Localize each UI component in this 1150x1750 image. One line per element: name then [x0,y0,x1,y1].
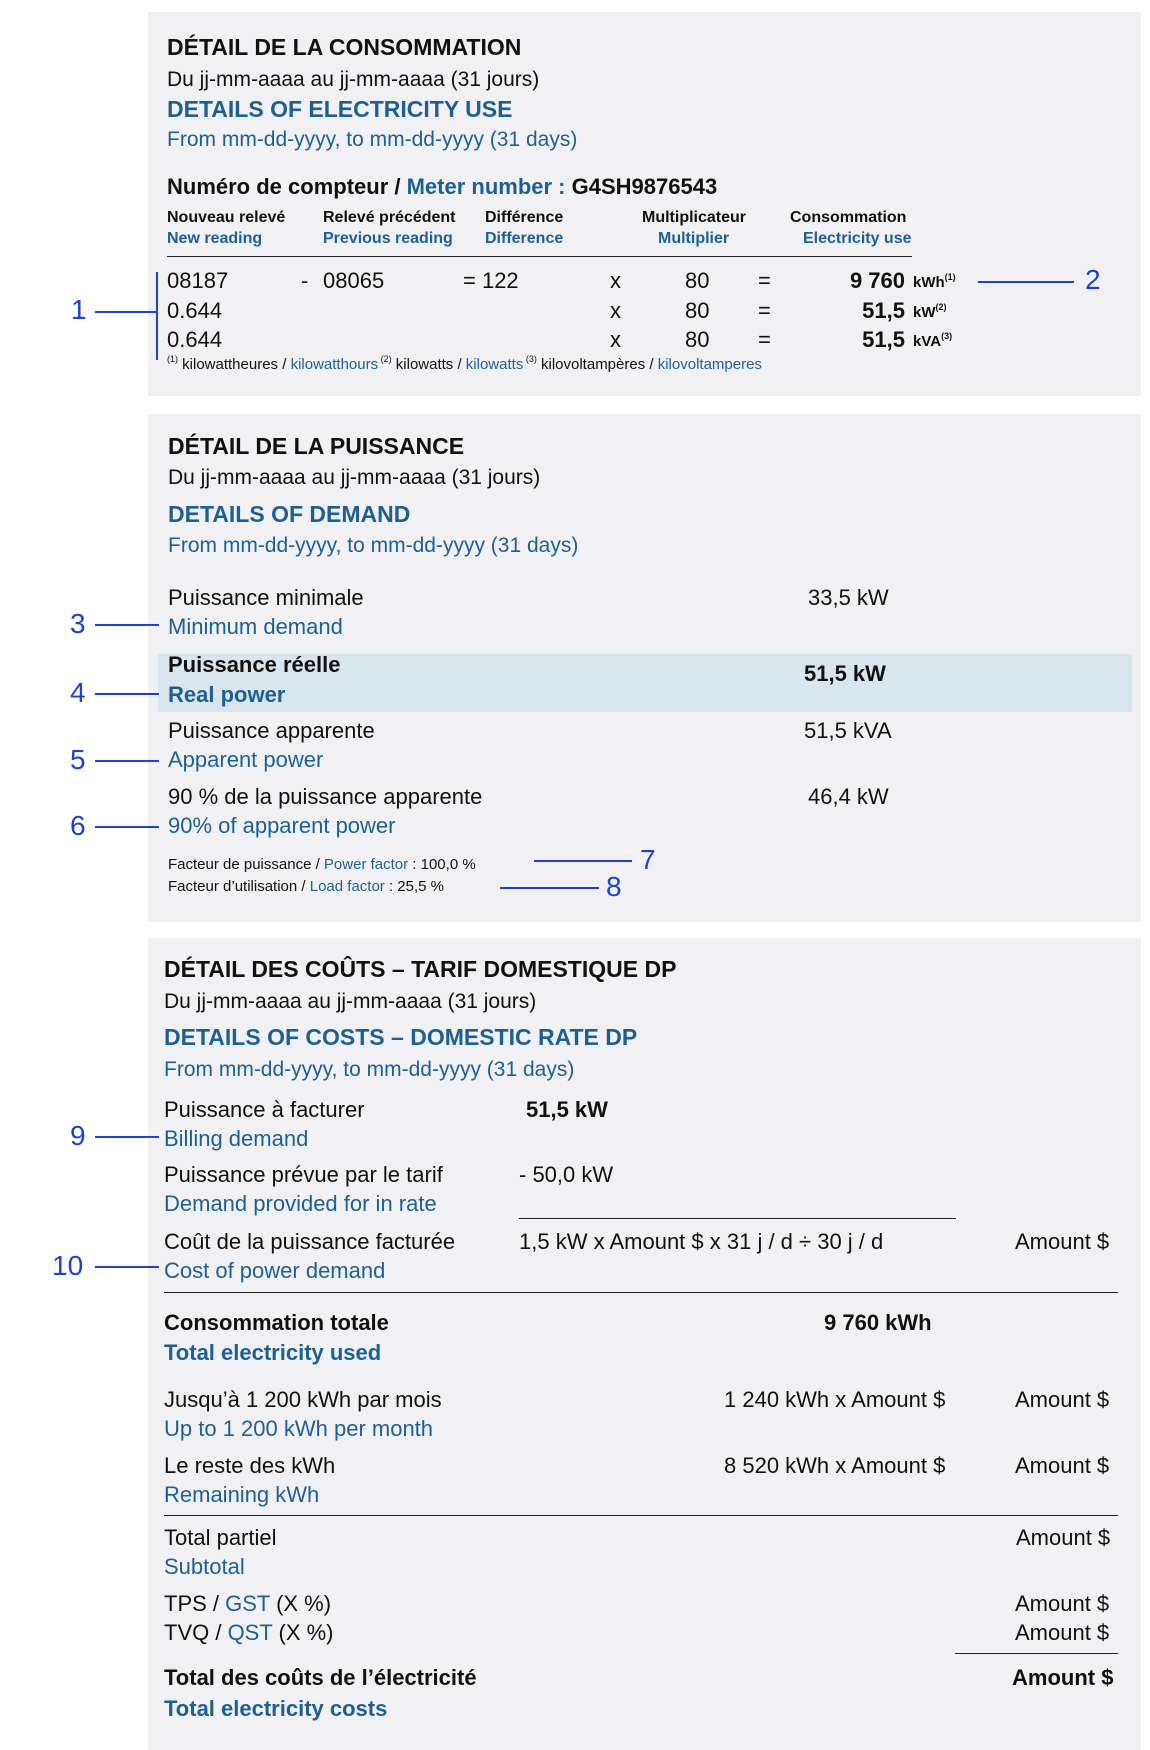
callout-8-line [500,887,599,889]
fn-en2: kilowatts [465,356,524,373]
min-demand-en: Minimum demand [168,614,343,639]
callout-4-number: 4 [70,677,86,708]
row2-unit: kW [913,304,936,321]
meter-label-fr: Numéro de compteur / [167,174,407,199]
units-footnote [167,356,762,373]
row3-unit: kVA [913,333,942,350]
apparent-power-value: 51,5 kVA [804,718,892,743]
load-factor-value: : 25,5 % [384,878,444,895]
row3-use: 51,5 [862,327,905,352]
tier1-amount: Amount $ [1015,1387,1110,1412]
load-factor-line [168,878,444,895]
total-use-fr: Consommation totale [164,1310,389,1335]
col-diff-fr: Différence [485,209,564,226]
callout-4-line [95,693,159,695]
real-power-en: Real power [168,682,286,707]
rate-demand-fr: Puissance prévue par le tarif [164,1162,443,1187]
pct-apparent-value: 46,4 kW [808,784,889,809]
tier2-en: Remaining kWh [164,1482,320,1507]
callout-1-line [95,311,156,313]
col-mult-en: Multiplier [658,230,730,247]
callout-3-number: 3 [70,608,86,639]
callout-2-number: 2 [1085,264,1101,295]
power-factor-en: Power factor [323,856,409,873]
demand-cost-rule [164,1292,1118,1293]
qst-fr: TVQ / [164,1620,228,1645]
gst-line [164,1591,331,1617]
qst-en: QST [227,1620,273,1645]
cost-power-amount: Amount $ [1015,1229,1110,1254]
total-costs-en: Total electricity costs [164,1696,388,1721]
apparent-power-en: Apparent power [168,747,324,772]
tier2-amount: Amount $ [1015,1453,1110,1478]
row3-mult: 80 [685,327,710,352]
callout-5-number: 5 [70,744,86,775]
consumption-period-en: From mm-dd-yyyy, to mm-dd-yyyy (31 days) [167,128,578,151]
total-costs-fr: Total des coûts de l’électricité [164,1665,477,1690]
cost-power-en: Cost of power demand [164,1258,386,1283]
col-use-fr: Consommation [790,209,907,226]
row1-sup: (1) [944,272,956,282]
costs-title-fr: DÉTAIL DES COÛTS – TARIF DOMESTIQUE DP [164,956,677,982]
qst-line [164,1620,334,1646]
row2-new: 0.644 [167,298,223,323]
fn-fr2: kilowatts / [391,356,466,373]
callout-7-number: 7 [640,844,656,875]
demand-period-en: From mm-dd-yyyy, to mm-dd-yyyy (31 days) [168,534,579,557]
load-factor-en: Load factor [309,878,385,895]
col-new-fr: Nouveau relevé [167,209,286,226]
fn-en1: kilowatthours [290,356,379,373]
cost-power-calc: 1,5 kW x Amount $ x 31 j / d ÷ 30 j / d [519,1229,884,1254]
col-use-en: Electricity use [803,230,912,247]
row1-unit: kWh [913,274,945,291]
tier1-en: Up to 1 200 kWh per month [164,1416,434,1441]
demand-title-en: DETAILS OF DEMAND [168,501,411,527]
costs-period-fr: Du jj-mm-aaaa au jj-mm-aaaa (31 jours) [164,990,537,1013]
power-factor-line [168,856,476,873]
pct-apparent-fr: 90 % de la puissance apparente [168,784,483,809]
subtotal-en: Subtotal [164,1554,245,1579]
total-use-value: 9 760 kWh [824,1310,932,1335]
row1-new: 08187 [167,268,229,293]
row1-use: 9 760 [849,268,905,293]
demand-sum-rule [519,1218,956,1219]
fn-en3: kilovoltamperes [657,356,762,373]
callout-10-number: 10 [52,1250,84,1281]
callout-10-line [95,1266,159,1268]
cost-power-fr: Coût de la puissance facturée [164,1229,456,1254]
rate-demand-en: Demand provided for in rate [164,1191,437,1216]
col-new-en: New reading [167,230,263,247]
callout-1-bracket [156,272,158,360]
qst-rate: (X %) [272,1620,334,1645]
col-prev-en: Previous reading [323,230,453,247]
row2-sup: (2) [935,302,947,312]
row3-unit-wrap [913,333,952,350]
callout-8-number: 8 [606,871,622,902]
row1-diff: = 122 [463,268,519,293]
row2-x: x [610,298,621,323]
meter-number-line [167,174,717,200]
row1-unit-wrap [913,274,956,291]
row2-use: 51,5 [862,298,905,323]
billing-demand-value: 51,5 kW [526,1097,608,1122]
col-mult-fr: Multiplicateur [642,209,747,226]
col-diff-en: Difference [485,230,564,247]
fn-fr3: kilovoltampères / [536,356,658,373]
tier1-fr: Jusqu’à 1 200 kWh par mois [164,1387,442,1412]
row2-unit-wrap [913,304,947,321]
billing-demand-en: Billing demand [164,1126,309,1151]
real-power-fr: Puissance réelle [168,652,341,677]
consumption-title-en: DETAILS OF ELECTRICITY USE [167,96,513,122]
callout-7-line [534,860,632,862]
rate-demand-value: - 50,0 kW [519,1162,614,1187]
callout-3-line [95,624,159,626]
power-factor-value: : 100,0 % [408,856,476,873]
billing-demand-fr: Puissance à facturer [164,1097,365,1122]
gst-fr: TPS / [164,1591,226,1616]
qst-amount: Amount $ [1015,1620,1110,1645]
tier1-calc: 1 240 kWh x Amount $ [724,1387,946,1412]
meter-label-en: Meter number : [406,174,572,199]
total-use-en: Total electricity used [164,1340,382,1365]
gst-amount: Amount $ [1015,1591,1110,1616]
power-factor-fr: Facteur de puissance / [168,856,324,873]
consumption-period-fr: Du jj-mm-aaaa au jj-mm-aaaa (31 jours) [167,68,540,91]
callout-6-line [95,826,159,828]
row1-eq: = [758,268,771,293]
row3-sup: (3) [941,331,953,341]
gst-rate: (X %) [269,1591,332,1616]
callout-9-number: 9 [70,1120,86,1151]
gst-en: GST [225,1591,270,1616]
header-rule [167,256,912,257]
fn-sup2: (2) [378,354,392,364]
meter-number-value: G4SH9876543 [571,174,718,199]
row2-mult: 80 [685,298,710,323]
callout-2-line [978,281,1074,283]
row3-new: 0.644 [167,327,223,352]
pct-apparent-en: 90% of apparent power [168,813,396,838]
apparent-power-fr: Puissance apparente [168,718,375,743]
row1-prev: 08065 [323,268,385,293]
costs-title-en: DETAILS OF COSTS – DOMESTIC RATE DP [164,1024,638,1050]
total-costs-amount: Amount $ [1012,1665,1114,1690]
costs-period-en: From mm-dd-yyyy, to mm-dd-yyyy (31 days) [164,1058,575,1081]
tier2-calc: 8 520 kWh x Amount $ [724,1453,946,1478]
demand-title-fr: DÉTAIL DE LA PUISSANCE [168,433,465,459]
callout-1-number: 1 [71,294,87,325]
row1-mult: 80 [685,268,710,293]
load-factor-fr: Facteur d’utilisation / [168,878,310,895]
consumption-title-fr: DÉTAIL DE LA CONSOMMATION [167,34,522,60]
fn-fr1: kilowattheures / [178,356,291,373]
subtotal-rule [164,1515,1118,1516]
col-prev-fr: Relevé précédent [323,209,456,226]
subtotal-amount: Amount $ [1016,1525,1111,1550]
callout-6-number: 6 [70,810,86,841]
callout-9-line [95,1136,159,1138]
row2-eq: = [758,298,771,323]
total-rule [955,1653,1118,1654]
tier2-fr: Le reste des kWh [164,1453,336,1478]
min-demand-value: 33,5 kW [808,585,889,610]
subtotal-fr: Total partiel [164,1525,277,1550]
demand-period-fr: Du jj-mm-aaaa au jj-mm-aaaa (31 jours) [168,466,541,489]
fn-sup3: (3) [523,354,537,364]
row3-x: x [610,327,621,352]
min-demand-fr: Puissance minimale [168,585,364,610]
fn-sup1: (1) [167,354,178,364]
row1-minus: - [301,268,309,293]
row1-x: x [610,268,621,293]
callout-5-line [95,760,159,762]
row3-eq: = [758,327,771,352]
real-power-value: 51,5 kW [804,661,886,686]
